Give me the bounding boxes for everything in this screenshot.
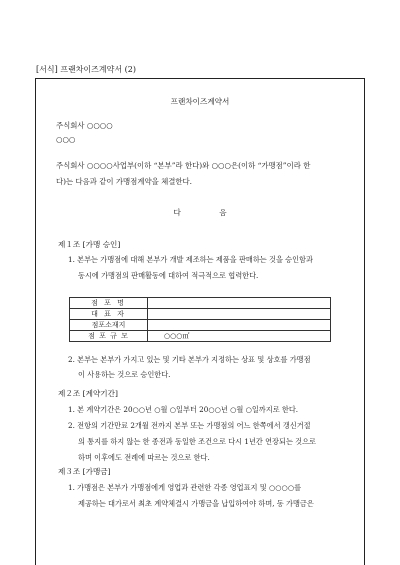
store-location-value[interactable] — [148, 320, 331, 331]
table-row — [70, 298, 331, 309]
article-1-para-1-line-2: 동시에 가맹점의 판매활동에 대하여 적극적으로 협력한다. — [78, 271, 259, 280]
article-1-para-1-line-1: 1. 본부는 가맹점에 대해 본부가 개발 제조하는 제품을 판매하는 것을 승인함과 — [68, 255, 313, 264]
store-size-value[interactable]: ○○○㎡ — [148, 331, 331, 342]
article-3-para-1-line-2: 제공하는 대가로서 최초 계약체결시 가맹금을 납입하여야 하며, 동 가맹금은 — [78, 499, 314, 508]
article-3-para-1-line-1: 1. 가맹점은 본부가 가맹점에게 영업과 관련한 각종 영업표지 및 ○○○○를 — [68, 483, 302, 492]
article-2-para-2-line-2: 의 통지를 하지 않는 한 종전과 동일한 조건으로 다시 1년간 연장되는 것으로 — [78, 437, 317, 446]
article-3-heading: 제３조 [가맹금] — [58, 467, 111, 476]
intro-line-2: 다)는 다음과 같이 가맹점계약을 체결한다. — [56, 177, 193, 186]
article-1-para-2-line-1: 2. 본부는 본부가 가지고 있는 및 기타 본부가 지정하는 상표 및 상호를 가맹점 — [68, 355, 311, 364]
article-2-para-2-line-1: 2. 전항의 기간만료 2개월 전까지 본부 또는 가맹점의 어느 한쪽에서 갱신거절 — [68, 421, 311, 430]
form-label: [서식] 프랜차이즈계약서 (2) — [36, 65, 136, 74]
contract-document — [35, 78, 365, 565]
table-row — [70, 320, 331, 331]
store-info-table — [69, 297, 331, 342]
store-location-label: 점포소재지 — [70, 320, 148, 331]
article-2-heading: 제２조 [계약기간] — [58, 389, 118, 398]
document-title: 프랜차이즈계약서 — [170, 97, 230, 106]
article-2-para-2-line-3: 하며 이후에도 전례에 따르는 것으로 한다. — [78, 453, 210, 462]
table-row — [70, 331, 331, 342]
next-heading: 다 음 — [173, 208, 245, 217]
store-name-value[interactable] — [148, 298, 331, 309]
store-size-label: 점 포 규 모 — [70, 331, 148, 342]
company-name: 주식회사 ○○○○ — [56, 121, 113, 130]
table-row — [70, 309, 331, 320]
owner-label: 대 표 자 — [70, 309, 148, 320]
article-2-para-1: 1. 본 계약기간은 20○○년 ○월 ○일부터 20○○년 ○월 ○일까지로 한다. — [68, 405, 299, 414]
store-name-label: 점 포 명 — [70, 298, 148, 309]
article-1-para-2-line-2: 이 사용하는 것으로 승인한다. — [78, 370, 171, 379]
article-1-heading: 제１조 [가맹 승인] — [58, 240, 121, 249]
representative-name: ○○○ — [56, 135, 76, 144]
owner-value[interactable] — [148, 309, 331, 320]
intro-line-1: 주식회사 ○○○○사업부(이하 “본부”라 한다)와 ○○○은(이하 “가맹점”이라 한 — [56, 161, 311, 170]
